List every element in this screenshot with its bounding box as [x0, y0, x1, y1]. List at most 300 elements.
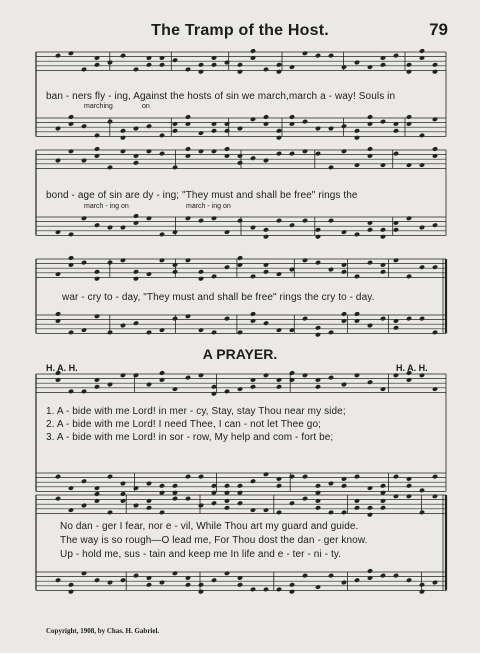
cue-marching-on-3: march - ing on: [186, 203, 231, 210]
note-head: [107, 510, 113, 516]
note-head: [198, 327, 204, 333]
note-head: [159, 580, 165, 586]
note-head: [172, 386, 178, 392]
note-head: [367, 379, 373, 385]
note-head: [81, 478, 87, 484]
note-head: [302, 258, 308, 264]
note-head: [263, 587, 269, 593]
note-head: [159, 151, 165, 157]
note-head: [367, 568, 373, 574]
note-head: [224, 505, 230, 511]
note-head: [198, 130, 204, 136]
note-head: [237, 126, 243, 132]
note-head: [120, 258, 126, 264]
note-head: [302, 149, 308, 155]
note-head: [120, 577, 126, 583]
note-head: [120, 128, 126, 134]
note-head: [419, 48, 425, 54]
note-head: [341, 510, 347, 516]
cue-marching: marching: [84, 103, 113, 110]
note-head: [185, 375, 191, 381]
note-head: [94, 62, 100, 68]
note-head: [393, 121, 399, 127]
note-head: [380, 119, 386, 125]
note-head: [276, 128, 282, 134]
note-head: [250, 384, 256, 390]
note-head: [367, 505, 373, 511]
note-head: [211, 330, 217, 336]
note-head: [380, 505, 386, 511]
note-head: [81, 389, 87, 395]
note-head: [172, 165, 178, 171]
note-head: [419, 225, 425, 231]
note-head: [315, 498, 321, 504]
note-head: [289, 114, 295, 120]
note-head: [315, 490, 321, 496]
note-head: [406, 162, 412, 168]
note-head: [172, 262, 178, 268]
note-head: [146, 123, 152, 129]
note-head: [237, 330, 243, 336]
note-head: [393, 227, 399, 233]
note-head: [341, 483, 347, 489]
note-head: [198, 149, 204, 155]
note-head: [185, 216, 191, 222]
note-head: [354, 505, 360, 511]
note-head: [289, 64, 295, 70]
note-head: [120, 135, 126, 141]
note-head: [315, 260, 321, 266]
note-head: [146, 149, 152, 155]
note-head: [315, 332, 321, 338]
note-head: [55, 377, 61, 383]
note-head: [406, 316, 412, 322]
author-right: H. A. H.: [396, 363, 428, 373]
note-head: [146, 582, 152, 588]
note-head: [315, 584, 321, 590]
note-head: [68, 121, 74, 127]
note-head: [341, 64, 347, 70]
note-head: [133, 503, 139, 509]
lyric-line-1: ban - ners fly - ing, Against the hosts of sin we march,march a - way! Souls in: [46, 91, 396, 102]
note-head: [354, 318, 360, 324]
note-head: [419, 316, 425, 322]
note-head: [94, 498, 100, 504]
note-head: [432, 153, 438, 159]
note-head: [146, 55, 152, 61]
note-head: [315, 227, 321, 233]
note-head: [159, 483, 165, 489]
note-head: [133, 373, 139, 379]
note-head: [81, 67, 87, 73]
note-head: [68, 255, 74, 261]
note-head: [380, 55, 386, 61]
note-head: [159, 377, 165, 383]
note-head: [146, 216, 152, 222]
note-head: [419, 55, 425, 61]
note-head: [276, 271, 282, 277]
note-head: [172, 229, 178, 235]
note-head: [224, 483, 230, 489]
note-head: [94, 377, 100, 383]
note-head: [289, 121, 295, 127]
note-head: [263, 67, 269, 73]
note-head: [159, 62, 165, 68]
note-head: [276, 476, 282, 482]
note-head: [289, 500, 295, 506]
note-head: [341, 149, 347, 155]
note-head: [328, 481, 334, 487]
note-head: [211, 500, 217, 506]
lyric-line-2: bond - age of sin are dy - ing; "They must and shall be free" rings the: [46, 190, 358, 201]
note-head: [146, 330, 152, 336]
note-head: [432, 386, 438, 392]
note-head: [380, 269, 386, 275]
note-head: [289, 582, 295, 588]
note-head: [263, 373, 269, 379]
note-head: [211, 121, 217, 127]
note-head: [94, 55, 100, 61]
note-head: [328, 510, 334, 516]
note-head: [211, 216, 217, 222]
note-head: [146, 575, 152, 581]
note-head: [198, 373, 204, 379]
prayer-title: A PRAYER.: [202, 346, 278, 362]
note-head: [380, 573, 386, 579]
note-head: [68, 389, 74, 395]
note-head: [341, 123, 347, 129]
note-head: [354, 311, 360, 317]
note-head: [120, 225, 126, 231]
note-head: [393, 573, 399, 579]
note-head: [133, 220, 139, 226]
note-head: [432, 474, 438, 480]
note-head: [107, 382, 113, 388]
refrain-2: The way is so rough—O lead me, For Thou dost the dan - ger know.: [60, 535, 368, 546]
note-head: [354, 128, 360, 134]
note-head: [94, 314, 100, 320]
note-head: [55, 474, 61, 480]
note-head: [393, 128, 399, 134]
note-head: [367, 114, 373, 120]
note-head: [367, 260, 373, 266]
note-head: [107, 60, 113, 66]
note-head: [94, 146, 100, 152]
note-head: [406, 494, 412, 500]
note-head: [250, 478, 256, 484]
note-head: [172, 490, 178, 496]
note-head: [393, 373, 399, 379]
note-head: [172, 269, 178, 275]
note-head: [224, 229, 230, 235]
note-head: [250, 155, 256, 161]
note-head: [185, 67, 191, 73]
note-head: [250, 318, 256, 324]
note-head: [419, 510, 425, 516]
note-head: [185, 121, 191, 127]
note-head: [406, 216, 412, 222]
note-head: [198, 69, 204, 75]
note-head: [159, 133, 165, 139]
note-head: [263, 507, 269, 513]
note-head: [354, 60, 360, 66]
note-head: [289, 222, 295, 228]
note-head: [185, 474, 191, 480]
note-head: [341, 580, 347, 586]
note-head: [172, 316, 178, 322]
note-head: [81, 571, 87, 577]
note-head: [185, 496, 191, 502]
note-head: [55, 311, 61, 317]
note-head: [276, 587, 282, 593]
note-head: [406, 121, 412, 127]
note-head: [315, 151, 321, 157]
note-head: [185, 146, 191, 152]
note-head: [380, 234, 386, 240]
note-head: [367, 146, 373, 152]
note-head: [341, 311, 347, 317]
note-head: [250, 117, 256, 123]
note-head: [250, 225, 256, 231]
note-head: [94, 153, 100, 159]
note-head: [315, 483, 321, 489]
note-head: [302, 119, 308, 125]
note-head: [94, 276, 100, 282]
note-head: [146, 498, 152, 504]
note-head: [393, 258, 399, 264]
note-head: [406, 483, 412, 489]
note-head: [393, 220, 399, 226]
note-head: [276, 62, 282, 68]
note-head: [172, 128, 178, 134]
note-head: [406, 69, 412, 75]
note-head: [328, 53, 334, 59]
note-head: [393, 474, 399, 480]
note-head: [263, 121, 269, 127]
note-head: [68, 582, 74, 588]
note-head: [146, 62, 152, 68]
note-head: [380, 490, 386, 496]
note-head: [133, 269, 139, 275]
note-head: [367, 220, 373, 226]
note-head: [432, 146, 438, 152]
note-head: [302, 474, 308, 480]
note-head: [315, 126, 321, 132]
note-head: [393, 318, 399, 324]
note-head: [315, 325, 321, 331]
note-head: [354, 135, 360, 141]
note-head: [68, 330, 74, 336]
note-head: [367, 121, 373, 127]
note-head: [94, 133, 100, 139]
note-head: [393, 325, 399, 331]
note-head: [133, 67, 139, 73]
note-head: [263, 227, 269, 233]
note-head: [432, 264, 438, 270]
note-head: [328, 330, 334, 336]
note-head: [432, 117, 438, 123]
note-head: [55, 158, 61, 164]
note-head: [367, 323, 373, 329]
note-head: [432, 494, 438, 500]
note-head: [354, 274, 360, 280]
note-head: [159, 327, 165, 333]
note-head: [419, 582, 425, 588]
note-head: [146, 505, 152, 511]
note-head: [367, 64, 373, 70]
note-head: [250, 587, 256, 593]
note-head: [315, 377, 321, 383]
note-head: [68, 589, 74, 595]
note-head: [81, 123, 87, 129]
note-head: [107, 260, 113, 266]
note-head: [224, 146, 230, 152]
note-head: [94, 577, 100, 583]
note-head: [172, 496, 178, 502]
note-head: [185, 153, 191, 159]
note-head: [419, 373, 425, 379]
note-head: [263, 158, 269, 164]
note-head: [133, 126, 139, 132]
refrain-1: No dan - ger I fear, nor e - vil, While Thou art my guard and guide.: [60, 521, 359, 532]
note-head: [120, 373, 126, 379]
note-head: [328, 165, 334, 171]
note-head: [81, 158, 87, 164]
note-head: [354, 474, 360, 480]
note-head: [224, 498, 230, 504]
note-head: [133, 213, 139, 219]
note-head: [198, 276, 204, 282]
note-head: [354, 577, 360, 583]
note-head: [159, 370, 165, 376]
note-head: [380, 498, 386, 504]
note-head: [367, 575, 373, 581]
note-head: [432, 69, 438, 75]
note-head: [146, 271, 152, 277]
note-head: [406, 377, 412, 383]
note-head: [302, 218, 308, 224]
note-head: [68, 485, 74, 491]
note-head: [55, 318, 61, 324]
note-head: [380, 227, 386, 233]
note-head: [224, 128, 230, 134]
note-head: [406, 62, 412, 68]
note-head: [94, 269, 100, 275]
note-head: [185, 575, 191, 581]
note-head: [380, 62, 386, 68]
note-head: [107, 580, 113, 586]
note-head: [68, 51, 74, 57]
note-head: [55, 271, 61, 277]
note-head: [406, 476, 412, 482]
note-head: [198, 218, 204, 224]
note-head: [393, 494, 399, 500]
note-head: [328, 126, 334, 132]
note-head: [94, 491, 100, 497]
note-head: [419, 133, 425, 139]
note-head: [68, 114, 74, 120]
note-head: [380, 483, 386, 489]
note-head: [81, 503, 87, 509]
note-head: [289, 589, 295, 595]
note-head: [172, 483, 178, 489]
note-head: [172, 571, 178, 577]
note-head: [68, 507, 74, 513]
note-head: [237, 483, 243, 489]
note-head: [185, 582, 191, 588]
note-head: [276, 69, 282, 75]
note-head: [107, 474, 113, 480]
note-head: [315, 384, 321, 390]
note-head: [393, 151, 399, 157]
note-head: [185, 258, 191, 264]
note-head: [276, 510, 282, 516]
note-head: [380, 262, 386, 268]
note-head: [341, 262, 347, 268]
note-head: [237, 69, 243, 75]
note-head: [302, 573, 308, 579]
cue-marching-on-2: march - ing on: [84, 203, 129, 210]
note-head: [68, 262, 74, 268]
note-head: [133, 485, 139, 491]
hymn-title: The Tramp of the Host.: [151, 22, 329, 39]
note-head: [432, 222, 438, 228]
note-head: [120, 149, 126, 155]
note-head: [328, 218, 334, 224]
note-head: [315, 234, 321, 240]
note-head: [341, 476, 347, 482]
note-head: [354, 498, 360, 504]
note-head: [341, 318, 347, 324]
note-head: [55, 126, 61, 132]
note-head: [250, 55, 256, 61]
note-head: [81, 216, 87, 222]
note-head: [159, 232, 165, 238]
note-head: [81, 327, 87, 333]
note-head: [185, 314, 191, 320]
note-head: [120, 53, 126, 59]
lyric-line-3: war - cry to - day, "They must and shall be free" rings the cry to - day.: [62, 292, 375, 303]
note-head: [224, 316, 230, 322]
note-head: [133, 320, 139, 326]
verse-2: 2. A - bide with me Lord! I need Thee, I can - not let Thee go;: [46, 419, 321, 430]
note-head: [432, 580, 438, 586]
author-left: H. A. H.: [46, 363, 78, 373]
note-head: [146, 481, 152, 487]
note-head: [237, 262, 243, 268]
note-head: [55, 229, 61, 235]
note-head: [276, 327, 282, 333]
note-head: [276, 377, 282, 383]
note-head: [250, 274, 256, 280]
note-head: [328, 573, 334, 579]
refrain-3: Up - hold me, sus - tain and keep me In life and e - ter - ni - ty.: [60, 549, 342, 560]
note-head: [406, 114, 412, 120]
note-head: [55, 577, 61, 583]
note-head: [159, 490, 165, 496]
note-head: [237, 500, 243, 506]
note-head: [328, 267, 334, 273]
note-head: [406, 274, 412, 280]
note-head: [354, 162, 360, 168]
note-head: [94, 222, 100, 228]
note-head: [211, 128, 217, 134]
note-head: [198, 503, 204, 509]
note-head: [315, 505, 321, 511]
note-head: [185, 114, 191, 120]
verse-3: 3. A - bide with me Lord! in sor - row, My help and com - fort be;: [46, 432, 334, 443]
note-head: [159, 510, 165, 516]
